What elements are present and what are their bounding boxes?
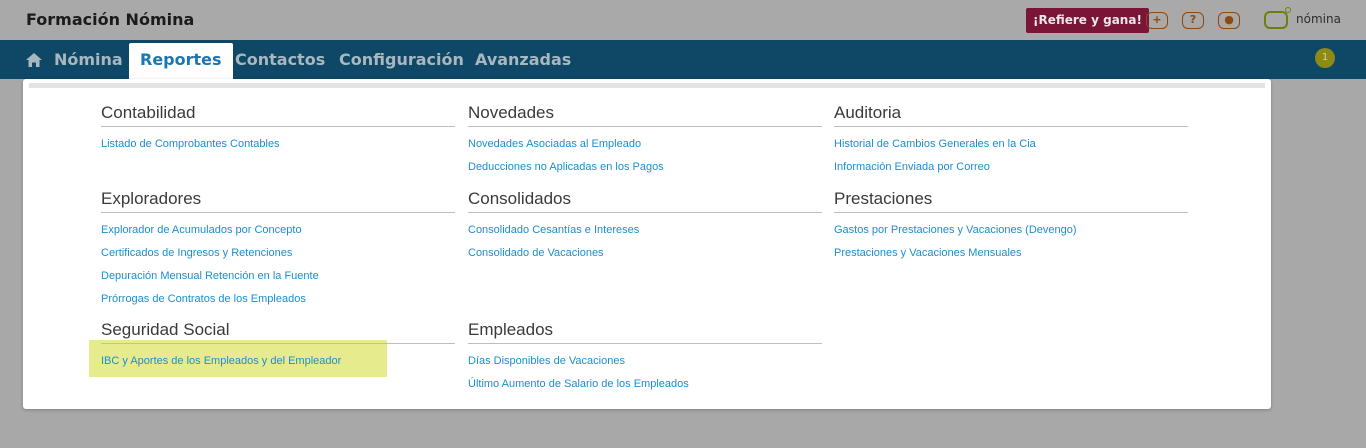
section-novedades xyxy=(468,102,822,184)
section-divider xyxy=(101,126,455,127)
app-title: Formación Nómina xyxy=(26,10,195,29)
link-ultimo-aumento[interactable]: Último Aumento de Salario de los Empleados xyxy=(468,378,689,390)
link-explorador-acumulados[interactable]: Explorador de Acumulados por Concepto xyxy=(101,224,302,236)
section-seguridad-social xyxy=(101,319,455,378)
section-divider xyxy=(834,212,1188,213)
link-ibc-aportes[interactable]: IBC y Aportes de los Empleados y del Empleador xyxy=(101,355,342,367)
help-icon[interactable]: ? xyxy=(1182,12,1204,29)
section-prestaciones xyxy=(834,188,1188,270)
link-prorrogas-contratos[interactable]: Prórrogas de Contratos de los Empleados xyxy=(101,293,306,305)
section-divider xyxy=(834,126,1188,127)
link-depuracion-retencion[interactable]: Depuración Mensual Retención en la Fuente xyxy=(101,270,319,282)
link-prestaciones-mensuales[interactable]: Prestaciones y Vacaciones Mensuales xyxy=(834,247,1022,259)
link-gastos-prestaciones[interactable]: Gastos por Prestaciones y Vacaciones (Devengo) xyxy=(834,224,1077,236)
section-empleados xyxy=(468,319,822,401)
section-title: Consolidados xyxy=(468,189,572,208)
link-dias-disponibles[interactable]: Días Disponibles de Vacaciones xyxy=(468,355,625,367)
section-title: Exploradores xyxy=(101,189,202,208)
nav-nomina[interactable]: Nómina xyxy=(54,50,123,69)
nav-reportes[interactable]: Reportes xyxy=(129,43,233,79)
section-title: Empleados xyxy=(468,320,554,339)
user-icon[interactable]: ● xyxy=(1218,12,1240,29)
section-divider xyxy=(101,343,455,344)
plus-icon[interactable]: + xyxy=(1146,12,1168,29)
link-consolidado-cesantias[interactable]: Consolidado Cesantías e Intereses xyxy=(468,224,640,236)
section-title: Novedades xyxy=(468,103,555,122)
home-icon[interactable] xyxy=(25,52,43,68)
section-divider xyxy=(468,343,822,344)
main-navbar xyxy=(0,40,1366,79)
section-title: Contabilidad xyxy=(101,103,196,122)
link-deducciones-no-aplicadas[interactable]: Deducciones no Aplicadas en los Pagos xyxy=(468,161,664,173)
section-title: Seguridad Social xyxy=(101,320,230,339)
nav-contactos[interactable]: Contactos xyxy=(235,50,326,69)
top-header xyxy=(0,0,1366,40)
nomina-logo-icon xyxy=(1264,11,1288,29)
nav-configuracion[interactable]: Configuración xyxy=(339,50,464,69)
link-novedades-empleado[interactable]: Novedades Asociadas al Empleado xyxy=(468,138,642,150)
brand-label: nómina xyxy=(1296,12,1341,26)
section-title: Prestaciones xyxy=(834,189,933,208)
section-divider xyxy=(468,126,822,127)
link-historial-cambios[interactable]: Historial de Cambios Generales en la Cia xyxy=(834,138,1036,150)
section-exploradores xyxy=(101,188,455,316)
section-consolidados xyxy=(468,188,822,270)
nav-avanzadas[interactable]: Avanzadas xyxy=(475,50,572,69)
link-certificados-ingresos[interactable]: Certificados de Ingresos y Retenciones xyxy=(101,247,293,259)
link-listado-comprobantes[interactable]: Listado de Comprobantes Contables xyxy=(101,138,280,150)
notification-badge[interactable]: 1 xyxy=(1315,48,1335,68)
section-divider xyxy=(101,212,455,213)
section-auditoria xyxy=(834,102,1188,184)
refer-button[interactable]: ¡Refiere y gana! xyxy=(1026,8,1149,33)
dropdown-top-divider xyxy=(29,83,1265,88)
section-divider xyxy=(468,212,822,213)
link-consolidado-vacaciones[interactable]: Consolidado de Vacaciones xyxy=(468,247,604,259)
link-informacion-correo[interactable]: Información Enviada por Correo xyxy=(834,161,990,173)
section-contabilidad xyxy=(101,102,455,161)
section-title: Auditoria xyxy=(834,103,902,122)
